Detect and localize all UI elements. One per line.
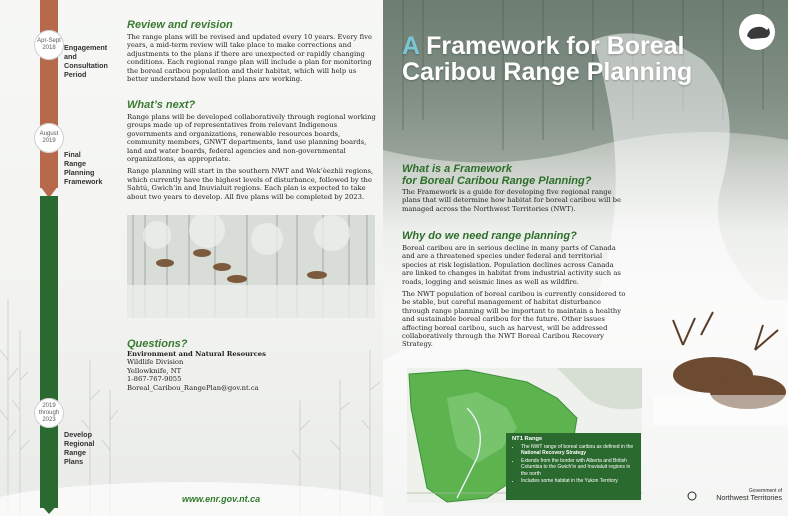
legend-item: • Includes some habitat in the Yukon Territory <box>521 478 635 484</box>
gov-line-small: Government of <box>748 488 782 494</box>
timeline-node-1: Apr-Sept 2018 <box>34 30 64 60</box>
timeline-stage-1: Engagement and Consultation Period <box>64 43 108 79</box>
right-panel <box>383 0 788 516</box>
what-heading-line2: for Boreal Caribou Range Planning? <box>402 175 592 187</box>
gov-line-big: Northwest Territories <box>716 493 782 502</box>
why-text-2: The NWT population of boreal caribou is currently considered to be stable, but careful management of habitat disturbance through range planning will be important to maintain a healthy and sustainable boreal caribou for the future. Other issues affecting boreal caribou, such as harvest, will be addressed collaboratively through the NWT Boreal Caribou Recovery Strategy. <box>402 290 626 349</box>
next-heading: What’s next? <box>127 99 196 111</box>
what-heading-line1: What is a Framework <box>402 163 513 175</box>
title-accent-letter: A <box>402 32 420 60</box>
review-heading: Review and revision <box>127 19 233 31</box>
website-link[interactable]: www.enr.gov.nt.ca <box>182 494 261 504</box>
map-legend <box>506 433 641 500</box>
timeline-stage-3: Develop Regional Range Plans <box>64 430 95 466</box>
timeline-node-2: August 2019 <box>34 123 64 153</box>
review-text: The range plans will be revised and updated every 10 years. Every five years, a mid-term review will take place to make corrections and adjustments to the plans if there are unexpected or rapidly changing conditions. Each regional range plan will include a plan for monitoring the boreal caribou population and their habitat, which will help us better understand how well the plans are working. <box>127 33 372 84</box>
next-section <box>127 99 377 201</box>
contact-city: Yellowknife, NT <box>127 366 182 375</box>
contact-org: Environment and Natural Resources <box>127 350 266 358</box>
legend-item: • The NWT range of boreal caribou as defined in the National Recovery Strategy <box>521 444 635 456</box>
legend-item: • Extends from the border with Alberta and British Columbia to the Gwich’in and Inuvialuit regions in the north <box>521 458 635 477</box>
next-text-2: Range planning will start in the southern NWT and Wek’èezhìi regions, which currently have the highest levels of disturbance, followed by the Sahtú, Gwich’in and Inuvialuit regions. Each plan is expected to take about two years to develop. All five plans will be completed by 2023. <box>127 167 374 201</box>
what-text: The Framework is a guide for developing five regional range plans that will determine how habitat for boreal caribou will be managed across the Northwest Territories (NWT). <box>402 188 622 213</box>
why-section <box>402 230 627 349</box>
cover-title <box>402 33 702 85</box>
timeline-node-3: 2019 through 2023 <box>34 398 64 428</box>
timeline-arrow-2 <box>40 504 58 514</box>
legend-list <box>512 444 635 484</box>
contact-email[interactable]: Boreal_Caribou_RangePlan@gov.nt.ca <box>127 383 259 392</box>
contact-division: Wildlife Division <box>127 358 184 367</box>
timeline-stage-2: Final Range Planning Framework <box>64 150 103 186</box>
next-text-1: Range plans will be developed collaboratively through regional working groups made up of representatives from relevant Indigenous governments and organizations, renewable resources boards, community members, GNWT departments, land use planning boards, land and water boards, federal agencies and non-governmental organizations, as appropriate. <box>127 113 376 164</box>
questions-heading: Questions? <box>127 338 188 350</box>
review-section <box>127 19 377 83</box>
what-section <box>402 163 627 213</box>
caribou-herd-photo <box>127 215 375 318</box>
why-heading: Why do we need range planning? <box>402 230 577 242</box>
nwt-bear-logo <box>739 14 775 50</box>
gnwt-wordmark <box>687 488 782 502</box>
left-panel <box>0 0 383 516</box>
why-text-1: Boreal caribou are in serious decline in many parts of Canada and are a threatened species under federal and territorial species at risk legislation. Population declines across Canada are linked to changes in habitat from industrial activity such as roads, logging and seismic lines as well as wildfire. <box>402 244 621 286</box>
legend-title: NT1 Range <box>512 436 543 442</box>
timeline-bar-development <box>40 196 58 508</box>
questions-section <box>127 338 377 392</box>
title-text: Framework for Boreal Caribou Range Planning <box>402 32 693 86</box>
timeline-bar-planning <box>40 0 58 188</box>
contact-phone: 1-867-767-9055 <box>127 375 182 384</box>
gnwt-logo-icon <box>687 491 697 501</box>
